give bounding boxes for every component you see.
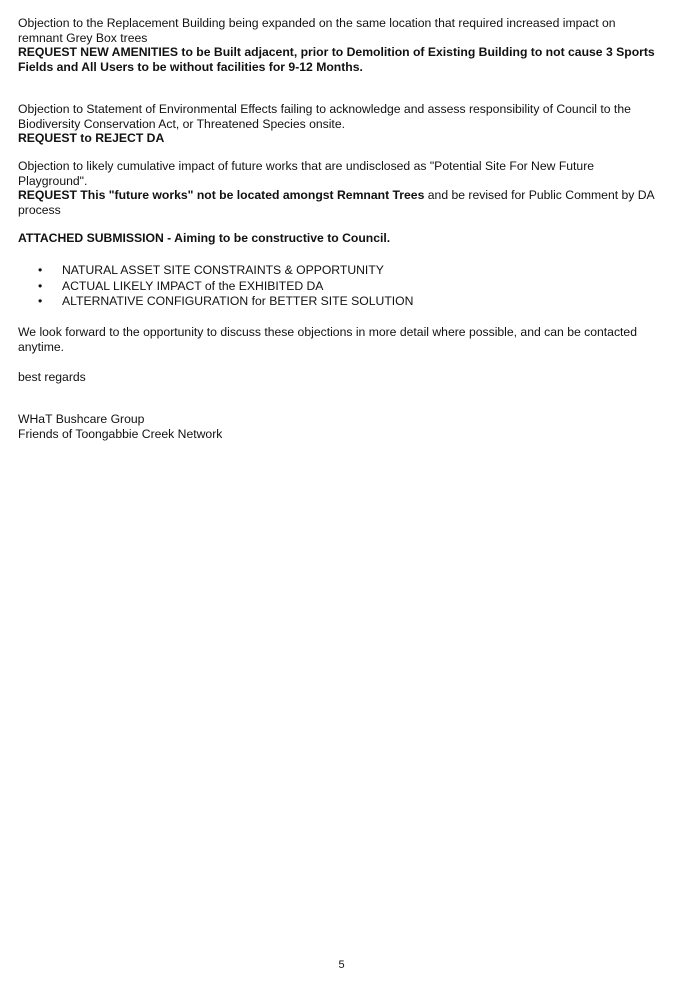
attached-submission-heading: ATTACHED SUBMISSION - Aiming to be constructive to Council. <box>18 231 391 245</box>
section-future-works <box>18 159 663 217</box>
list-item <box>18 279 663 294</box>
list-item-text: NATURAL ASSET SITE CONSTRAINTS & OPPORTUNITY <box>62 263 384 277</box>
attached-submission-heading-block <box>18 231 663 246</box>
attached-submission-list <box>18 263 663 309</box>
request-new-amenities: REQUEST NEW AMENITIES to be Built adjacent, prior to Demolition of Existing Building to not cause 3 Sports Fields and All Users to be without facilities for 9-12 Months. <box>18 45 655 74</box>
bullet-icon: • <box>38 278 43 293</box>
signature-line-network: Friends of Toongabbie Creek Network <box>18 426 223 441</box>
bullet-icon: • <box>38 263 43 277</box>
attached-submission-list-block <box>18 263 663 310</box>
section-environmental-effects <box>18 102 663 146</box>
objection-replacement-building: Objection to the Replacement Building being expanded on the same location that required increased impact on remnant Grey Box trees <box>18 16 616 45</box>
list-item <box>18 263 663 278</box>
list-item-text: ALTERNATIVE CONFIGURATION for BETTER SITE SOLUTION <box>62 294 414 309</box>
list-item <box>18 294 663 309</box>
regards-block <box>18 370 663 385</box>
signature-block <box>18 412 663 441</box>
objection-future-works: Objection to likely cumulative impact of future works that are undisclosed as "Potential Site For New Future Playground". <box>18 159 595 188</box>
request-future-works-bold: REQUEST This "future works" not be located amongst Remnant Trees <box>18 188 425 203</box>
section-amenities <box>18 16 663 74</box>
request-future-works-rest: and be revised for Public Comment by DA process <box>18 188 655 217</box>
list-item-text: ACTUAL LIKELY IMPACT of the EXHIBITED DA <box>62 278 324 293</box>
regards-text: best regards <box>18 370 86 384</box>
signature-line-group: WHaT Bushcare Group <box>18 412 145 426</box>
request-future-works <box>18 188 663 217</box>
page-number: 5 <box>338 959 345 971</box>
bullet-icon: • <box>38 294 43 309</box>
closing-text: We look forward to the opportunity to discuss these objections in more detail where possible, and can be contacted anytime. <box>18 325 637 354</box>
objection-environmental-effects: Objection to Statement of Environmental Effects failing to acknowledge and assess responsibility of Council to the Biodiversity Conservation Act, or Threatened Species onsite. <box>18 102 631 131</box>
closing-block <box>18 325 663 354</box>
request-reject-da: REQUEST to REJECT DA <box>18 131 165 146</box>
